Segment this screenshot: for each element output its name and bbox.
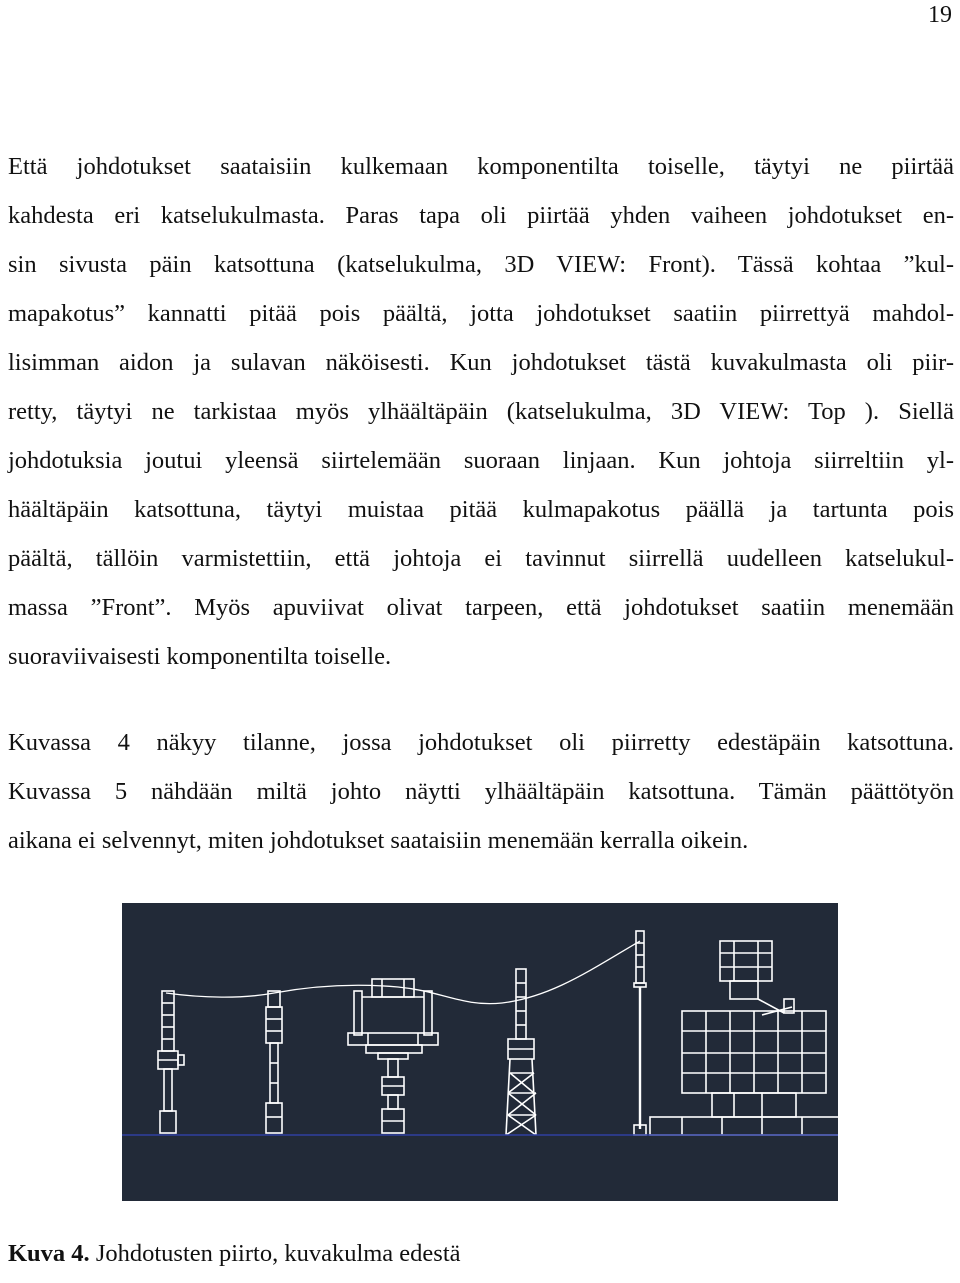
- component-disconnector-3: [348, 979, 438, 1133]
- page-number: 19: [928, 2, 952, 28]
- component-post-2: [266, 991, 282, 1133]
- text-line: Että johdotukset saataisiin kulkemaan komponentilta toiselle, täytyi ne piirtää: [8, 153, 954, 180]
- wire-path: [166, 941, 640, 1004]
- component-pole-5: [634, 931, 646, 1135]
- text-line: kahdesta eri katselukulmasta. Paras tapa oli piirtää yhden vaiheen johdotukset en-: [8, 202, 954, 229]
- text-line: aikana ei selvennyt, miten johdotukset saataisiin menemään kerralla oikein.: [8, 827, 749, 854]
- component-tower-4: [506, 969, 536, 1135]
- text-line: mapakotus” kannatti pitää pois päältä, jotta johdotukset saatiin piirrettyä mahdol-: [8, 300, 954, 327]
- text-line: suoraviivaisesti komponentilta toiselle.: [8, 643, 392, 670]
- text-line: Kuvassa 5 nähdään miltä johto näytti ylhäältäpäin katsottuna. Tämän päättötyön: [8, 778, 954, 805]
- figure-cad-front-view: [122, 903, 838, 1201]
- text-line: massa ”Front”. Myös apuviivat olivat tarpeen, että johdotukset saatiin menemään: [8, 594, 954, 621]
- component-insulator-1: [158, 991, 184, 1133]
- text-line: lisimman aidon ja sulavan näköisesti. Kun johdotukset tästä kuvakulmasta oli piir-: [8, 349, 954, 376]
- text-line: johdotuksia joutui yleensä siirtelemään suoraan linjaan. Kun johtoja siirreltiin yl-: [8, 447, 954, 474]
- component-transformer-6: [650, 941, 838, 1135]
- text-line: retty, täytyi ne tarkistaa myös ylhäältäpäin (katselukulma, 3D VIEW: Top ). Siellä: [8, 398, 954, 425]
- paragraph-1: [8, 142, 954, 681]
- text-line: päältä, tällöin varmistettiin, että johtoja ei tavinnut siirrellä uudelleen katselukul-: [8, 545, 954, 572]
- text-line: sin sivusta päin katsottuna (katselukulma, 3D VIEW: Front). Tässä kohtaa ”kul-: [8, 251, 954, 278]
- caption-text: Johdotusten piirto, kuvakulma edestä: [89, 1240, 461, 1267]
- text-line: häältäpäin katsottuna, täytyi muistaa pitää kulmapakotus päällä ja tartunta pois: [8, 496, 954, 523]
- cad-drawing: [122, 903, 838, 1201]
- figure-caption: [8, 1240, 461, 1268]
- caption-label: Kuva 4.: [8, 1240, 90, 1267]
- paragraph-2: [8, 718, 954, 865]
- text-line: Kuvassa 4 näkyy tilanne, jossa johdotukset oli piirretty edestäpäin katsottuna.: [8, 729, 954, 756]
